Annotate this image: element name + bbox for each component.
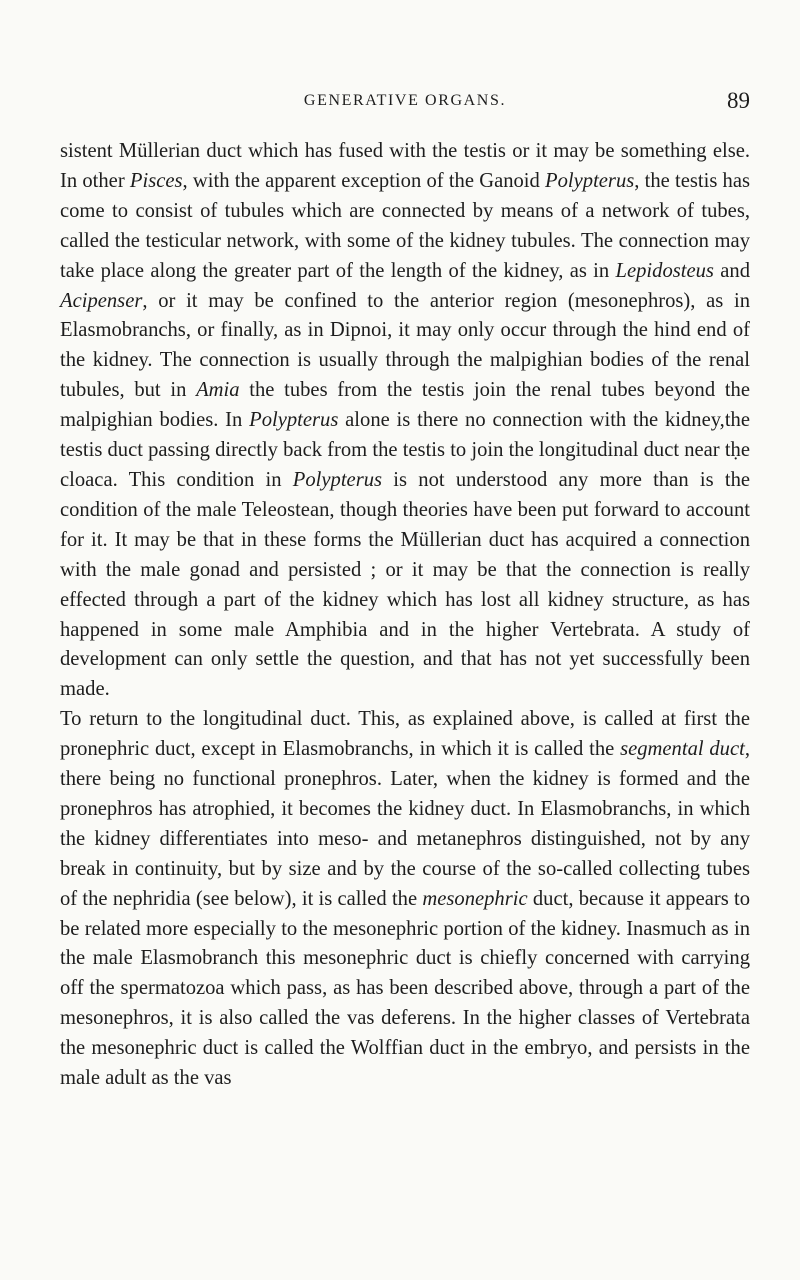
italic-term: Acipenser [60,289,143,312]
italic-term: Polypterus [292,468,383,491]
italic-term: Polypterus [249,409,339,432]
italic-term: Lepidosteus [615,259,714,282]
text-run: the tubes from the testis join the renal tubes beyond the malpighian bodies. In [60,379,750,432]
text-run: is not understood any more than is the condition of the male Teleostean, though theories have been put forward to account for it. It may be that in these forms the Müllerian duct has acquired a connection with the male gonad and persisted ; or it may be that the connection is really effected through a part of the kidney which has lost all kidney structure, as has happened in some male Amphibia and in the higher Vertebrata. A study of development can only settle the question, and that has not yet successfully been made. [60,468,751,701]
text-run: , there being no functional pronephros. Later, when the kidney is formed and the pronephros has atrophied, it becomes the kidney duct. In Elasmobranchs, in which the kidney differentiates into meso- and metanephros distinguished, not by any break in continuity, but by size and by the course of the so-called collecting tubes of the nephridia (see below), it is called the [60,738,750,910]
body-text [60,137,750,1094]
paragraph [60,705,750,1094]
running-title: GENERATIVE ORGANS. [303,92,507,109]
paragraph [60,137,750,705]
text-run: duct, because it appears to be related more especially to the mesonephric portion of the kidney. Inasmuch as in the male Elasmobranch this mesonephric duct is chiefly concerned with carrying off the spermatozoa which pass, as has been described above, through a part of the mesonephros, it is also called the vas deferens. In the higher classes of Vertebrata the mesonephric duct is called the Wolffian duct in the embryo, and persists in the male adult as the vas [60,887,751,1090]
text-run: and [713,259,750,282]
running-head [60,86,750,116]
text-run: To return to the longitudinal duct. This, as explained above, is called at first the pronephric duct, except in Elasmobranchs, in which it is called the [60,708,750,761]
italic-term: segmental duct [620,738,745,761]
text-run: , or it may be confined to the anterior region (mesonephros), as in Elasmobranchs, or finally, as in Dipnoi, it may only occur through the hind end of the kidney. The connection is usually through the malpighian bodies of the renal tubules, but in [60,289,750,402]
italic-term: Polypterus [545,169,635,192]
italic-term: mesonephric [422,887,528,910]
text-run: , the testis has come to consist of tubules which are connected by means of a network of tubes, called the testicular network, with some of the kidney tubules. The connection may take place along the greater part of the length of the kidney, as in [60,169,750,282]
text-run: sistent Müllerian duct which has fused with the testis or it may be something else. In other [60,140,750,192]
italic-term: Amia [196,379,240,402]
page-number: 89 [727,88,750,113]
text-run: alone is there no connection with the kidney,the testis duct passing directly back from the testis to join the longitudinal duct near tḥe cloaca. This condition in [60,409,750,491]
text-run: , with the apparent exception of the Ganoid [182,169,546,192]
italic-term: Pisces [129,169,183,192]
